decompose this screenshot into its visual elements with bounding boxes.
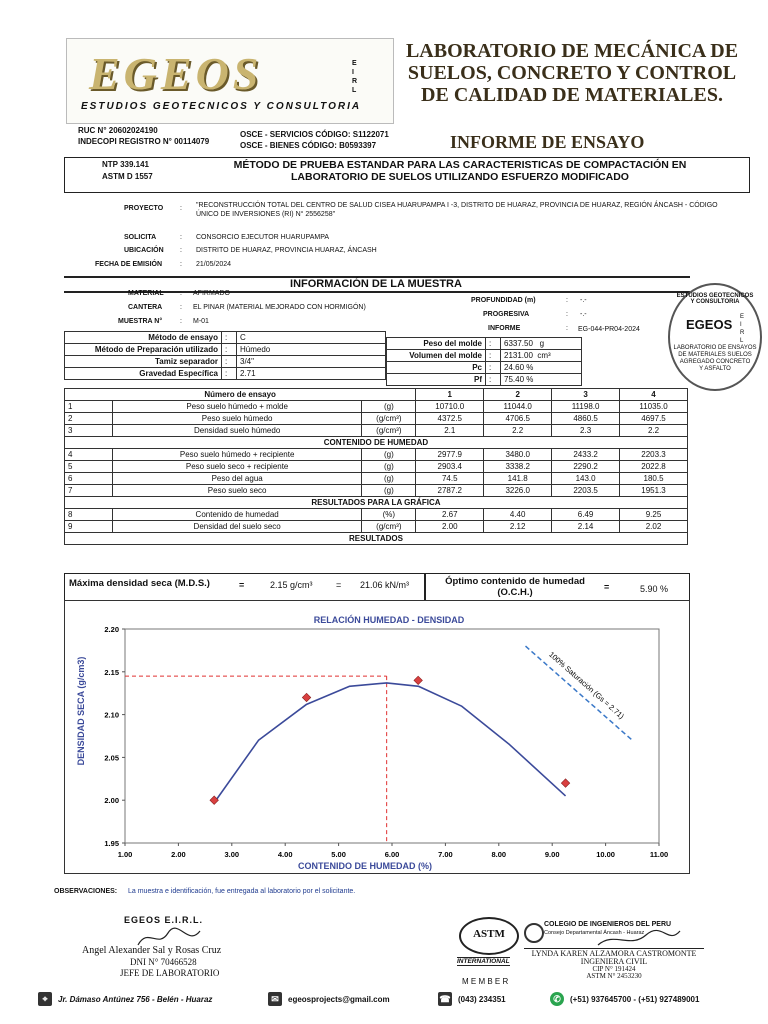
row-unit: (g): [362, 473, 416, 485]
row-value: 2.12: [484, 521, 552, 533]
logo-eirl: E I R L: [352, 60, 358, 94]
num-ensayo-label: Número de ensayo: [65, 389, 416, 401]
plot-area: [125, 629, 659, 843]
whatsapp-icon: ✆: [550, 992, 564, 1006]
table-row: [65, 485, 688, 497]
location-icon: ⌖: [38, 992, 52, 1006]
y-tick-label: 2.20: [104, 625, 119, 634]
row-number: 3: [65, 425, 113, 437]
mold-table: Peso del molde : 6337.50 g Volumen del molde : 2131.00 cm³ Pc : 24.60 % Pf : 75.40 %: [386, 337, 582, 386]
sig-astm-num: ASTM N° 2453230: [586, 972, 642, 980]
table-row: [65, 401, 688, 413]
profundidad-label: PROFUNDIDAD (m): [471, 297, 536, 304]
proyecto-label: PROYECTO: [124, 205, 164, 212]
x-tick-label: 6.00: [384, 850, 400, 859]
row-label: Peso suelo seco + recipiente: [112, 461, 361, 473]
logo-wordmark: EGEOS: [89, 48, 263, 99]
cantera-label: CANTERA: [128, 304, 163, 311]
material-value: AFIRMADO: [193, 290, 230, 297]
y-tick-label: 1.95: [104, 839, 119, 848]
y-tick-label: 2.10: [104, 710, 119, 720]
stamp-line3: AGREGADO CONCRETO: [679, 359, 751, 365]
row-value: 2022.8: [620, 461, 688, 473]
row-number: 5: [65, 461, 113, 473]
row-number: 9: [65, 521, 113, 533]
chart-frame: [64, 600, 690, 874]
row-label: Peso suelo húmedo + recipiente: [112, 449, 361, 461]
row-unit: (g): [362, 449, 416, 461]
row-value: 2290.2: [552, 461, 620, 473]
row-value: 74.5: [416, 473, 484, 485]
row-unit: (g): [362, 485, 416, 497]
table-row: [65, 449, 688, 461]
row-value: 2.2: [484, 425, 552, 437]
chart-ylabel: DENSIDAD SECA (g/cm3): [76, 656, 86, 766]
stamp-brand: EGEOS: [686, 317, 733, 332]
row-label: Densidad suelo húmedo: [112, 425, 361, 437]
fecha-label: FECHA DE EMISIÓN: [95, 261, 163, 268]
row-value: 9.25: [620, 509, 688, 521]
chart-title: RELACIÓN HUMEDAD - DENSIDAD: [313, 615, 465, 625]
sample-heading: INFORMACIÓN DE LA MUESTRA: [290, 278, 462, 290]
ruc: RUC N° 20602024190: [78, 126, 158, 135]
colegio-consejo: Consejo Departamental Áncash - Huaraz: [544, 930, 645, 936]
report-heading: INFORME DE ENSAYO: [450, 132, 645, 152]
row-number: 4: [65, 449, 113, 461]
mds-gcm3: 2.15 g/cm³: [270, 580, 313, 590]
x-tick-label: 1.00: [117, 850, 133, 859]
stamp-eirl: E I R L: [740, 314, 745, 344]
logo-subtitle: ESTUDIOS GEOTECNICOS Y CONSULTORIA: [81, 101, 362, 112]
astm-code: ASTM D 1557: [102, 172, 153, 181]
colegio-seal-icon: [524, 923, 544, 943]
row-value: 2.1: [416, 425, 484, 437]
row-value: 2.3: [552, 425, 620, 437]
profundidad-value: -.-: [580, 297, 587, 304]
lab-stamp: [668, 283, 762, 391]
lab-title: LABORATORIO DE MECÁNICA DE SUELOS, CONCRETO Y CONTROL DE CALIDAD DE MATERIALES.: [405, 40, 739, 106]
mds-label: Máxima densidad seca (M.D.S.): [69, 578, 210, 589]
colegio-name: COLEGIO DE INGENIEROS DEL PERU: [544, 921, 672, 928]
x-tick-label: 9.00: [544, 850, 560, 859]
row-value: 2.02: [620, 521, 688, 533]
row-value: 141.8: [484, 473, 552, 485]
row-value: 143.0: [552, 473, 620, 485]
observaciones-text: La muestra e identificación, fue entregada al laboratorio por el solicitante.: [128, 888, 356, 895]
row-value: 2977.9: [416, 449, 484, 461]
informe-label: INFORME: [488, 325, 521, 332]
stamp-top: ESTUDIOS GEOTECNICOS Y CONSULTORIA: [676, 293, 754, 305]
table-row: [65, 461, 688, 473]
row-unit: (g/cm³): [362, 521, 416, 533]
sig-role-1: JEFE DE LABORATORIO: [120, 968, 220, 978]
method-title: MÉTODO DE PRUEBA ESTANDAR PARA LAS CARACTERISTICAS DE COMPACTACIÓN EN LABORATORIO DE SUELOS UTILIZANDO ESFUERZO MODIFICADO: [233, 159, 687, 183]
row-value: 2203.3: [620, 449, 688, 461]
row-value: 2903.4: [416, 461, 484, 473]
row-unit: (g/cm³): [362, 413, 416, 425]
compaction-table: Número de ensayo 1 2 3 4 1 Peso suelo húmedo + molde (g) 10710.0 11044.0 11198.0 11035.0 2 Peso suelo húmedo (g/cm³) 4372.5 4706.5 4860.5 4697.5 3 Densidad suelo húmedo (g/cm³) 2.1 2.2 2.3 2.2 CONTENIDO DE HUMEDAD 4 Peso suelo húmedo + recipiente (g) 2977.9 3480.0 2433.2 2203.3 5 Peso suelo seco + recipiente (g) 2903.4 3338.2 2290.2 2022.8 6 Peso del agua (g) 74.5 141.8 143.0 180.5 7 Peso suelo seco (g) 2787.2 3226.0 2203.5 1951.3 RESULTADOS PARA LA GRÁFICA 8 Contenido de humedad (%) 2.67 4.40 6.49 9.25 9 Densidad del suelo seco (g/cm³) 2.00 2.12 2.14 2.02 RESULTADOS: [64, 388, 688, 545]
saturation-label: 100% Saturación (Gs = 2.71): [547, 649, 626, 721]
och-label: Óptimo contenido de humedad (O.C.H.): [445, 576, 585, 598]
table-row: [65, 521, 688, 533]
progresiva-label: PROGRESIVA: [483, 311, 530, 318]
sig-cip: CIP N° 191424: [592, 965, 636, 973]
informe-value: EG-044-PR04-2024: [578, 326, 640, 333]
data-point: [561, 779, 569, 787]
y-tick-label: 2.05: [104, 753, 119, 763]
row-value: 11198.0: [552, 401, 620, 413]
sig-company: EGEOS E.I.R.L.: [124, 915, 204, 925]
contact-phone: (043) 234351: [458, 995, 506, 1004]
row-value: 2787.2: [416, 485, 484, 497]
contact-bar: [30, 988, 740, 1014]
method-params-table: Método de ensayo : C Método de Preparación utilizado : Húmedo Tamiz separador : 3/4" Gravedad Específica : 2.71: [64, 331, 386, 380]
sig-name-1: Angel Alexander Sal y Rosas Cruz: [82, 945, 222, 956]
progresiva-value: -.-: [580, 311, 587, 318]
data-point: [414, 676, 422, 684]
chart-xlabel: CONTENIDO DE HUMEDAD (%): [298, 861, 432, 871]
sig-dni-1: DNI N° 70466528: [130, 957, 197, 967]
row-unit: (g): [362, 461, 416, 473]
row-value: 4697.5: [620, 413, 688, 425]
solicita-label: SOLICITA: [124, 234, 157, 241]
ubicacion-label: UBICACIÓN: [124, 247, 164, 254]
signature-area: [34, 893, 736, 986]
x-tick-label: 5.00: [331, 850, 346, 859]
osce-services: OSCE - SERVICIOS CÓDIGO: S1122071: [240, 130, 389, 139]
sig-name-2: LYNDA KAREN ALZAMORA CASTROMONTE: [524, 948, 704, 958]
material-label: MATERIAL: [128, 290, 164, 297]
observaciones-label: OBSERVACIONES:: [54, 888, 118, 895]
table-row: [65, 473, 688, 485]
stamp-line2: DE MATERIALES SUELOS: [678, 352, 752, 358]
row-value: 2433.2: [552, 449, 620, 461]
row-value: 2.00: [416, 521, 484, 533]
data-point: [302, 693, 310, 701]
muestra-label: MUESTRA N°: [118, 318, 163, 325]
astm-logo-icon: ASTM: [459, 917, 519, 955]
row-number: 6: [65, 473, 113, 485]
stamp-line4: Y ASFALTO: [699, 366, 731, 372]
row-value: 3338.2: [484, 461, 552, 473]
row-unit: (g/cm³): [362, 425, 416, 437]
table-row: [65, 413, 688, 425]
contact-address: Jr. Dámaso Antúnez 756 - Belén - Huaraz: [58, 995, 213, 1004]
table-row: [65, 425, 688, 437]
x-tick-label: 7.00: [438, 850, 453, 859]
row-value: 180.5: [620, 473, 688, 485]
row-value: 4.40: [484, 509, 552, 521]
och-value: 5.90 %: [640, 584, 669, 594]
row-value: 2.14: [552, 521, 620, 533]
row-value: 10710.0: [416, 401, 484, 413]
row-unit: (g): [362, 401, 416, 413]
x-tick-label: 11.00: [649, 850, 669, 859]
phone-icon: ☎: [439, 994, 451, 1004]
indecopi: INDECOPI REGISTRO N° 00114079: [78, 137, 210, 146]
table-row: [65, 509, 688, 521]
row-value: 1951.3: [620, 485, 688, 497]
row-value: 6.49: [552, 509, 620, 521]
ntp-code: NTP 339.141: [102, 160, 149, 169]
row-number: 7: [65, 485, 113, 497]
stamp-line1: LABORATORIO DE ENSAYOS: [673, 345, 757, 351]
email-icon: ✉: [268, 992, 282, 1006]
ubicacion-value: DISTRITO DE HUARAZ, PROVINCIA HUARAZ, ÁNCASH: [196, 247, 377, 254]
row-unit: (%): [362, 509, 416, 521]
x-tick-label: 4.00: [277, 850, 293, 859]
row-label: Peso suelo húmedo: [112, 413, 361, 425]
row-value: 4860.5: [552, 413, 620, 425]
cantera-value: EL PINAR (MATERIAL MEJORADO CON HORMIGÓN): [193, 304, 366, 311]
row-label: Contenido de humedad: [112, 509, 361, 521]
proyecto-value: "RECONSTRUCCIÓN TOTAL DEL CENTRO DE SALUD CISEA HUARUPAMPA I -3, DISTRITO DE HUARAZ, PROVINCIA DE HUARAZ, REGIÓN ÁNCASH - CÓDIGO ÚNICO DE INVERSIONES (RI) N° 2556258": [196, 202, 718, 218]
row-value: 3226.0: [484, 485, 552, 497]
humedad-heading: CONTENIDO DE HUMEDAD: [65, 437, 688, 449]
contact-whatsapp: (+51) 937645700 - (+51) 927489001: [570, 995, 700, 1004]
mds-knm3: 21.06 kN/m³: [360, 580, 410, 590]
saturation-line: [526, 646, 633, 740]
row-value: 11035.0: [620, 401, 688, 413]
row-number: 2: [65, 413, 113, 425]
row-value: 2.2: [620, 425, 688, 437]
row-number: 8: [65, 509, 113, 521]
x-tick-label: 8.00: [491, 850, 507, 859]
row-value: 2.67: [416, 509, 484, 521]
fecha-value: 21/05/2024: [196, 261, 232, 268]
row-label: Peso suelo húmedo + molde: [112, 401, 361, 413]
osce-goods: OSCE - BIENES CÓDIGO: B0593397: [240, 141, 377, 150]
y-tick-label: 2.15: [104, 667, 119, 677]
row-number: 1: [65, 401, 113, 413]
humidity-density-chart: [65, 601, 689, 873]
row-value: 3480.0: [484, 449, 552, 461]
astm-international: INTERNATIONAL: [457, 958, 510, 965]
row-value: 2203.5: [552, 485, 620, 497]
solicita-value: CONSORCIO EJECUTOR HUARUPAMPA: [196, 234, 330, 241]
sig-role-2: INGENIERA CIVIL: [580, 957, 648, 966]
row-label: Peso del agua: [112, 473, 361, 485]
row-value: 4706.5: [484, 413, 552, 425]
fit-curve: [214, 683, 565, 803]
resultados-heading: RESULTADOS: [65, 533, 688, 545]
contact-email[interactable]: egeosprojects@gmail.com: [288, 995, 390, 1004]
row-value: 11044.0: [484, 401, 552, 413]
row-value: 4372.5: [416, 413, 484, 425]
x-tick-label: 2.00: [171, 850, 186, 859]
company-logo: [66, 38, 394, 124]
y-tick-label: 2.00: [104, 796, 119, 806]
astm-member: M E M B E R: [462, 977, 509, 986]
row-label: Peso suelo seco: [112, 485, 361, 497]
grafica-heading: RESULTADOS PARA LA GRÁFICA: [65, 497, 688, 509]
muestra-value: M-01: [193, 318, 209, 325]
x-tick-label: 3.00: [224, 850, 240, 859]
row-label: Densidad del suelo seco: [112, 521, 361, 533]
x-tick-label: 10.00: [596, 850, 615, 859]
